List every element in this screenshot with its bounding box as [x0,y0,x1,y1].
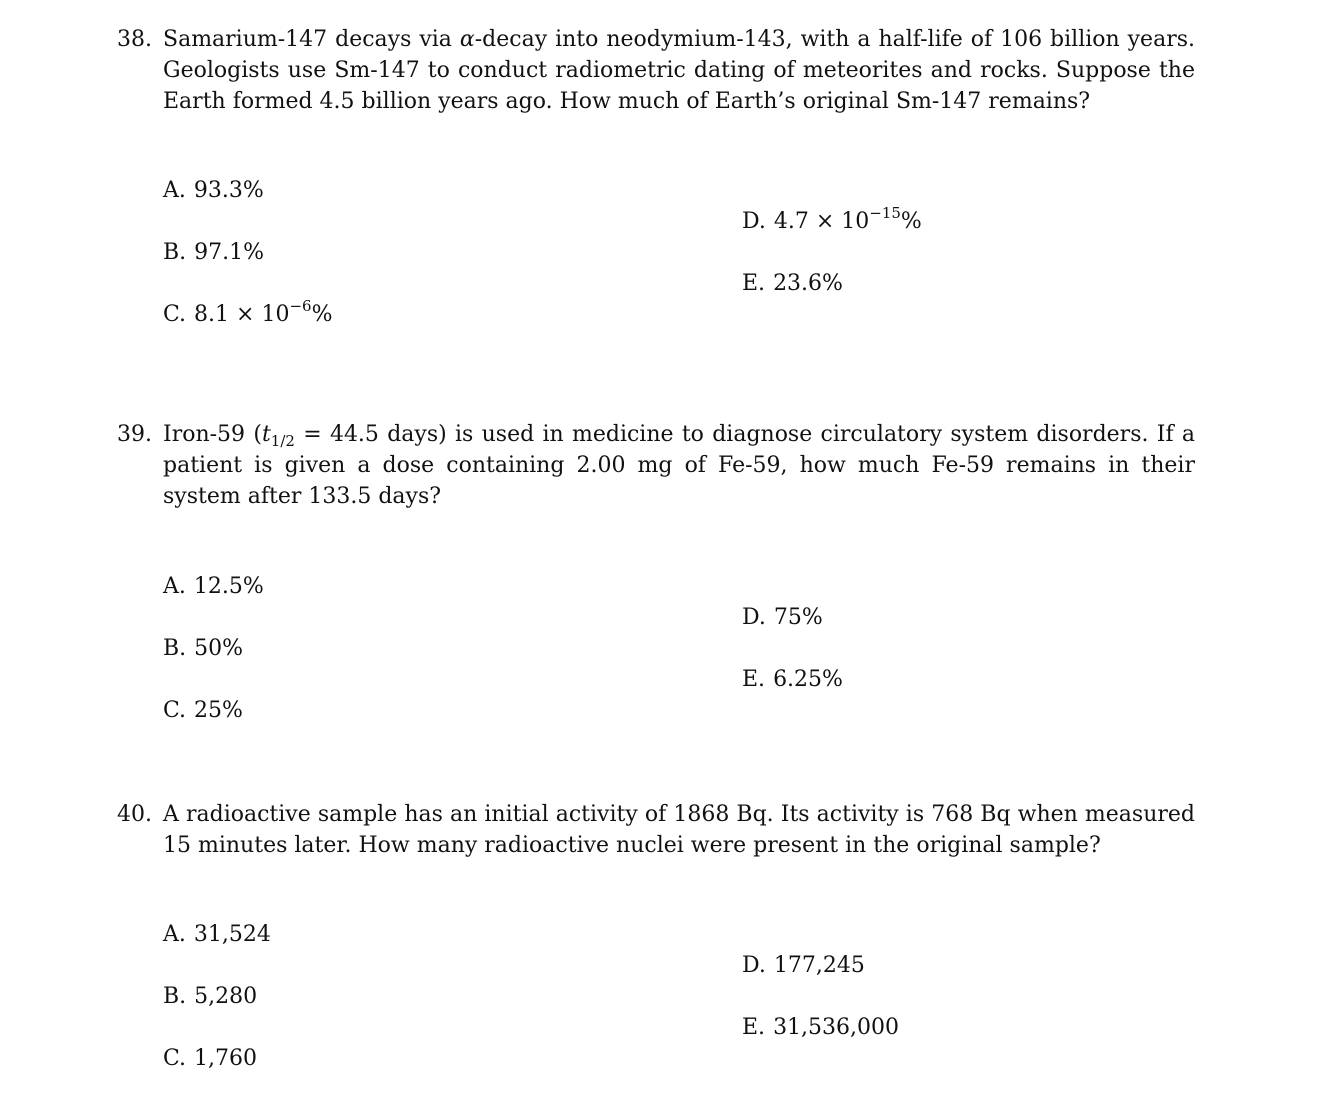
choice-label: B. [163,240,187,265]
question-text-part: -decay into neodymium-143, with a half-life of 106 billion years. Geologists use Sm-147 to conduct radiometric dating of meteorites and rocks. Suppose the Earth formed 4.5 billion years ago. How much of Earth’s original Sm-147 remains? [163,27,1195,114]
choice-label: C. [163,302,187,327]
answer-choice-40-c[interactable] [163,1044,257,1074]
half-life-subscript: 1/2 [270,432,295,450]
choice-label: B. [163,984,187,1009]
question-39 [117,419,1195,512]
choice-value: 31,536,000 [773,1015,900,1040]
choice-value: 5,280 [194,984,258,1009]
alpha-symbol: α [459,27,475,52]
answer-choice-40-e[interactable] [742,1013,899,1043]
question-38 [117,24,1195,117]
question-number: 40. [117,802,152,827]
answer-choice-39-c[interactable] [163,696,243,726]
choice-label: C. [163,1046,187,1071]
question-text [163,24,1195,117]
choice-value: 97.1% [194,240,265,265]
answer-choice-39-a[interactable] [163,572,264,602]
answer-choice-38-d[interactable] [742,204,922,237]
answer-choice-38-c[interactable] [163,297,333,330]
choice-value: 177,245 [773,953,865,978]
choice-label: E. [742,271,766,296]
choice-label: B. [163,636,187,661]
question-40 [117,799,1195,861]
choice-value: 93.3% [193,178,264,203]
answer-choice-40-b[interactable] [163,982,257,1012]
answer-choice-40-d[interactable] [742,951,865,981]
answer-choice-40-a[interactable] [163,920,271,950]
choice-value: 75% [773,605,823,630]
choice-value: 4.7 × 10 [773,209,870,234]
half-life-symbol: t [261,422,271,447]
question-number: 38. [117,27,152,52]
choice-value: 50% [194,636,244,661]
question-text: A radioactive sample has an initial activity of 1868 Bq. Its activity is 768 Bq when measured 15 minutes later. How many radioactive nuclei were present in the original sample? [163,802,1195,858]
choice-value: 31,524 [193,922,271,947]
question-number: 39. [117,422,152,447]
choice-value: 25% [194,698,243,723]
choice-exponent: −15 [869,204,901,222]
choice-label: A. [163,574,186,599]
choice-suffix: % [900,209,922,234]
question-text-part: = 44.5 days) is used in medicine to diagnose circulatory system disorders. If a patient is given a dose containing 2.00 mg of Fe-59, how much Fe-59 remains in their system after 133.5 days? [163,422,1196,509]
choice-label: E. [742,1015,766,1040]
choice-value: 6.25% [773,667,843,692]
choice-value: 23.6% [773,271,843,296]
answer-choice-38-b[interactable] [163,238,264,268]
choice-suffix: % [311,302,333,327]
choice-value: 8.1 × 10 [194,302,290,327]
answer-choice-39-e[interactable] [742,665,843,695]
choice-label: D. [742,953,766,978]
answer-choice-38-a[interactable] [163,176,264,206]
choice-value: 1,760 [194,1046,258,1071]
answer-choice-38-e[interactable] [742,269,843,299]
question-text-part: Samarium-147 decays via [163,27,460,52]
question-text [163,419,1195,512]
choice-label: E. [742,667,766,692]
choice-label: C. [163,698,187,723]
choice-label: D. [742,209,766,234]
choice-label: A. [163,922,186,947]
choice-exponent: −6 [289,297,312,315]
choice-label: A. [163,178,186,203]
choice-value: 12.5% [193,574,264,599]
choice-label: D. [742,605,766,630]
question-text-part: Iron-59 ( [163,422,262,447]
answer-choice-39-b[interactable] [163,634,243,664]
answer-choice-39-d[interactable] [742,603,823,633]
